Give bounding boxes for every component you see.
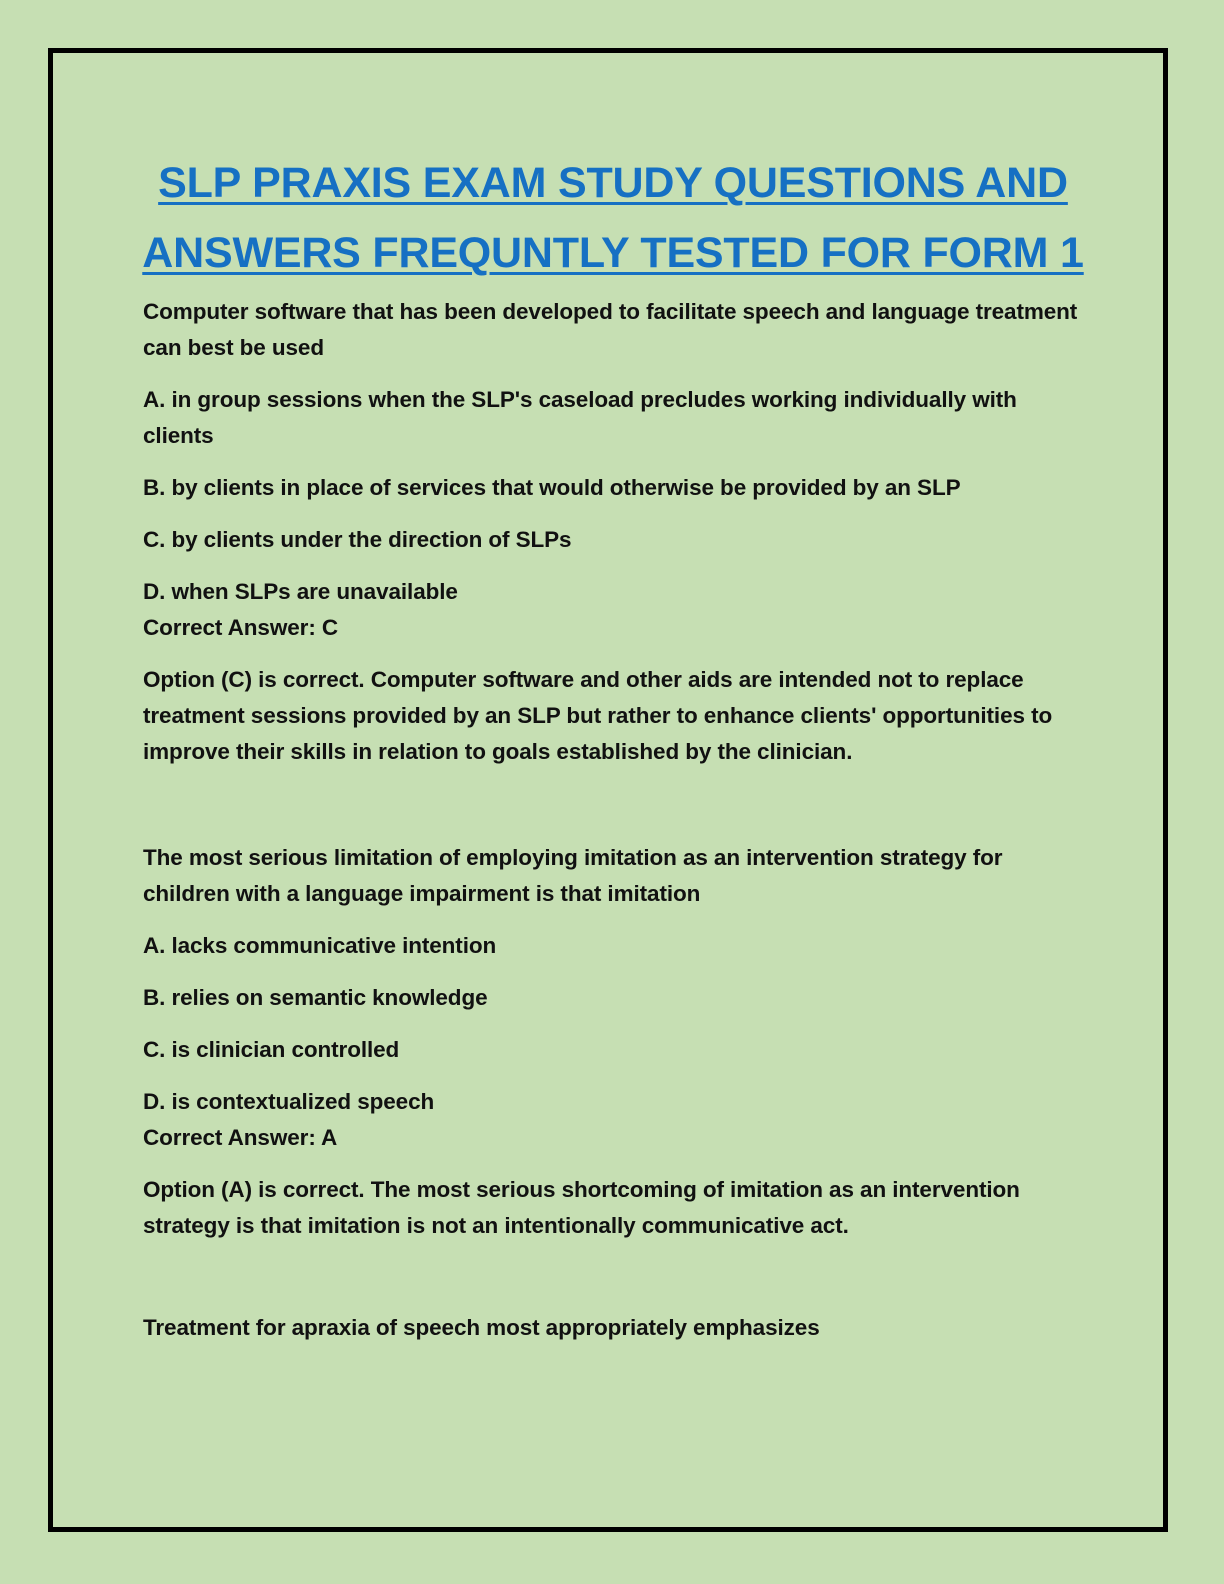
question-2-option-a: A. lacks communicative intention [143, 933, 497, 958]
question-2-option-d: D. is contextualized speech [143, 1089, 435, 1114]
question-3-prompt: Treatment for apraxia of speech most appropriately emphasizes [143, 1315, 820, 1340]
question-1-option-b: B. by clients in place of services that would otherwise be provided by an SLP [143, 475, 961, 500]
question-2-option-b: B. relies on semantic knowledge [143, 985, 488, 1010]
question-1-option-a: A. in group sessions when the SLP's caseload precludes working individually with clients [143, 387, 1017, 448]
question-2-answer: Correct Answer: A [143, 1125, 338, 1150]
question-2-explanation: Option (A) is correct. The most serious shortcoming of imitation as an intervention strategy is that imitation is not an intentionally communicative act. [143, 1177, 1020, 1238]
question-1 [143, 294, 1078, 770]
question-3 [143, 1310, 1078, 1346]
question-1-explanation: Option (C) is correct. Computer software and other aids are intended not to replace treatment sessions provided by an SLP but rather to enhance clients' opportunities to improve their skills in relation to goals established by the clinician. [143, 667, 1053, 764]
question-1-option-d: D. when SLPs are unavailable [143, 579, 458, 604]
document-body [142, 148, 1084, 1362]
question-2-prompt: The most serious limitation of employing imitation as an intervention strategy for children with a language impairment is that imitation [143, 845, 1003, 906]
question-2-option-c: C. is clinician controlled [143, 1037, 400, 1062]
question-1-answer: Correct Answer: C [143, 615, 339, 640]
question-1-option-c: C. by clients under the direction of SLPs [143, 527, 572, 552]
page-title: SLP PRAXIS EXAM STUDY QUESTIONS AND ANSWERS FREQUNTLY TESTED FOR FORM 1 [142, 159, 1084, 277]
question-1-prompt: Computer software that has been developed to facilitate speech and language treatment can best be used [143, 299, 1078, 360]
question-2 [143, 840, 1078, 1244]
